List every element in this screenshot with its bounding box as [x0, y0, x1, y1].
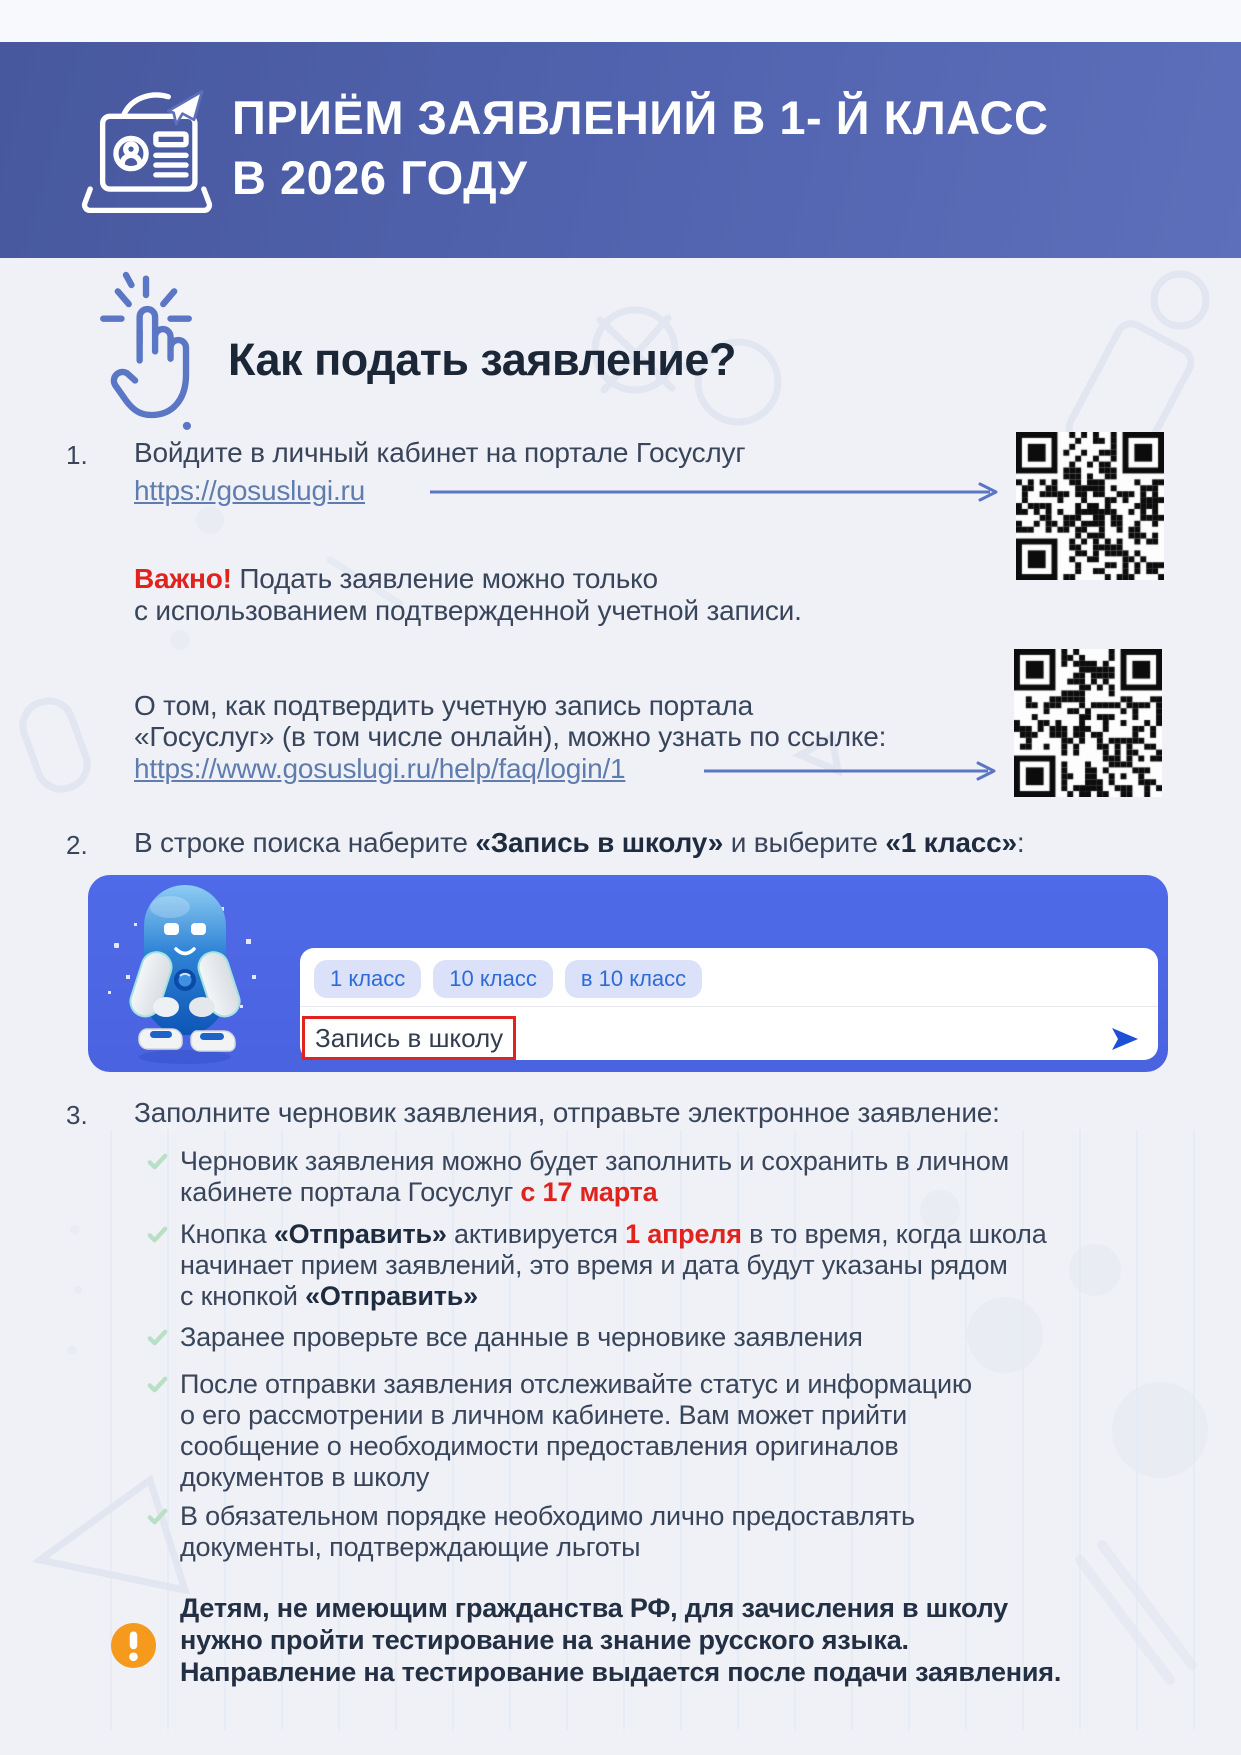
check-icon	[146, 1150, 169, 1173]
list-item	[180, 1219, 1047, 1312]
confirm-line1: О том, как подтвердить учетную запись портала	[134, 690, 753, 721]
bullet1-line2-prefix: кабинете портала Госуслуг	[180, 1177, 521, 1207]
robot-mascot	[100, 879, 270, 1069]
important-line1-rest: Подать заявление можно только	[231, 563, 658, 594]
arrow-to-qr2	[702, 760, 1000, 782]
step2-part2: и выберите	[723, 827, 886, 858]
page-title	[232, 88, 1048, 208]
step2-text	[134, 827, 1025, 859]
bullet2-line2: начинает прием заявлений, это время и дата будут указаны рядом	[180, 1250, 1008, 1280]
bullet2-p3: в то время, когда школа	[741, 1219, 1047, 1249]
bullet1-line2	[180, 1177, 1009, 1208]
bullet2-line3-p1: с кнопкой	[180, 1281, 306, 1311]
important-line1	[134, 563, 802, 595]
bullet4-line1: После отправки заявления отслеживайте статус и информацию	[180, 1369, 972, 1399]
step2-bold2: «1 класс»	[885, 827, 1017, 858]
check-icon	[146, 1373, 169, 1396]
qr-code-help-faq	[1014, 649, 1162, 797]
chatbot-screenshot	[88, 875, 1168, 1072]
important-line2: с использованием подтвержденной учетной записи.	[134, 595, 802, 626]
header-banner	[0, 42, 1241, 258]
suggestion-chips	[314, 960, 702, 998]
chip-v-10-klass[interactable]: в 10 класс	[565, 960, 702, 998]
bullet5-line1: В обязательном порядке необходимо лично предоставлять	[180, 1501, 915, 1531]
step2-part1: В строке поиска наберите	[134, 827, 476, 858]
confirm-line2: «Госуслуг» (в том числе онлайн), можно узнать по ссылке:	[134, 721, 887, 752]
step1-number: 1.	[66, 440, 88, 470]
step2-bold1: «Запись в школу»	[475, 827, 724, 858]
warning-line2: нужно пройти тестирование на знание русского языка.	[180, 1625, 909, 1655]
bullet2-date: 1 апреля	[625, 1219, 742, 1249]
list-item	[180, 1322, 863, 1353]
laptop-application-icon	[76, 76, 218, 224]
chip-10-klass[interactable]: 10 класс	[433, 960, 553, 998]
chip-1-klass[interactable]: 1 класс	[314, 960, 421, 998]
section-heading: Как подать заявление?	[228, 334, 736, 385]
check-icon	[146, 1326, 169, 1349]
help-faq-link[interactable]: https://www.gosuslugi.ru/help/faq/login/1	[134, 753, 626, 784]
step1-text: Войдите в личный кабинет на портале Госуслуг	[134, 437, 746, 468]
bullet2-bold: «Отправить»	[273, 1219, 447, 1249]
bullet2-line3	[180, 1281, 1047, 1312]
bullet2-line1	[180, 1219, 1047, 1250]
warning-line1: Детям, не имеющим гражданства РФ, для зачисления в школу	[180, 1593, 1008, 1623]
list-item	[180, 1369, 972, 1493]
step2-number: 2.	[66, 830, 88, 860]
chatbot-panel	[300, 948, 1158, 1060]
bullet2-p1: Кнопка	[180, 1219, 274, 1249]
confirm-account-note	[134, 690, 886, 752]
list-item	[180, 1146, 1009, 1208]
list-item	[180, 1501, 915, 1563]
bullet1-date: с 17 марта	[520, 1177, 658, 1207]
important-note	[134, 563, 802, 627]
click-hand-icon	[96, 266, 196, 454]
top-strip	[0, 0, 1241, 42]
warning-text	[180, 1592, 1061, 1688]
send-icon[interactable]	[1110, 1026, 1140, 1052]
bullet1-line1: Черновик заявления можно будет заполнить и сохранить в личном	[180, 1146, 1010, 1176]
bullet4-line4: документов в школу	[180, 1462, 430, 1492]
step3-heading: Заполните черновик заявления, отправьте электронное заявление:	[134, 1097, 1000, 1128]
panel-divider	[300, 1006, 1158, 1007]
step2-part3: :	[1016, 827, 1025, 858]
bullet2-line3-bold: «Отправить»	[305, 1281, 478, 1311]
bullet3-line1: Заранее проверьте все данные в черновике заявления	[180, 1322, 863, 1352]
arrow-to-qr1	[428, 481, 1002, 503]
page-title-line1: ПРИЁМ ЗАЯВЛЕНИЙ В 1- Й КЛАСС	[232, 91, 1049, 144]
bullet4-line3: сообщение о необходимости предоставления оригиналов	[180, 1431, 899, 1461]
check-icon	[146, 1505, 169, 1528]
bullet2-p2: активируется	[446, 1219, 626, 1249]
search-query-highlighted[interactable]: Запись в школу	[302, 1016, 516, 1060]
check-icon	[146, 1223, 169, 1246]
important-label: Важно!	[134, 563, 232, 594]
step3-number: 3.	[66, 1100, 88, 1130]
bullet5-line2: документы, подтверждающие льготы	[180, 1532, 641, 1562]
warning-icon	[111, 1623, 156, 1668]
bullet4-line2: о его рассмотрении в личном кабинете. Вам может прийти	[180, 1400, 907, 1430]
page-title-line2: В 2026 ГОДУ	[232, 151, 528, 204]
warning-line3: Направление на тестирование выдается после подачи заявления.	[180, 1657, 1062, 1687]
qr-code-gosuslugi	[1016, 432, 1164, 580]
gosuslugi-link[interactable]: https://gosuslugi.ru	[134, 475, 366, 506]
